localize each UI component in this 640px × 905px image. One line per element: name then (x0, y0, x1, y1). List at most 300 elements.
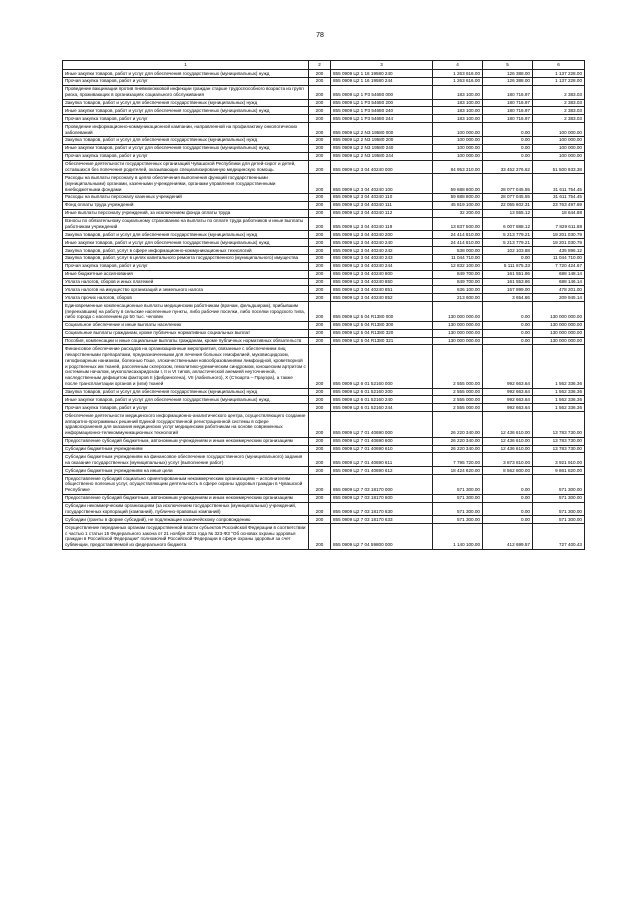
row-name: Субсидии бюджетным учреждениям на финансовое обеспечение государственного (муниципального) задания на оказание государственных (муниципальных) услуг (выполнение работ) (63, 453, 309, 467)
row-classifier: 855 0909 Ц2 3 04 40240 110 (331, 193, 433, 201)
row-name: Закупка товаров, работ, услуг в целях капитального ремонта государственного (муниципального) имущества (63, 254, 309, 262)
row-code: 200 (309, 270, 331, 278)
row-plan-amount: 538 000.00 (433, 247, 483, 255)
row-code: 200 (309, 329, 331, 337)
row-plan-amount: 2 555 000.00 (433, 404, 483, 412)
row-name: Субсидии бюджетным учреждениям (63, 445, 309, 453)
row-name: Закупка товаров, работ и услуг для обеспечения государственных (муниципальных) нужд (63, 231, 309, 239)
row-remainder-amount: 688 146.14 (533, 278, 585, 286)
row-plan-amount: 636 100.00 (433, 286, 483, 294)
row-name: Предоставление субсидий бюджетным, автономным учреждениям и иным некоммерческим организациям (63, 437, 309, 445)
row-code: 200 (309, 174, 331, 194)
row-code: 200 (309, 115, 331, 123)
row-remainder-amount: 435 896.12 (533, 247, 585, 255)
row-code: 200 (309, 337, 331, 345)
row-code: 200 (309, 247, 331, 255)
table-row (63, 123, 585, 137)
row-plan-amount: 571 300.00 (433, 494, 483, 502)
row-classifier: 855 0909 Ц2 7 03 18170 000 (331, 475, 433, 495)
row-plan-amount: 26 220 340.00 (433, 412, 483, 438)
row-name: Уплата налогов на имущество организаций и земельного налога (63, 286, 309, 294)
row-name: Закупка товаров, работ и услуг для обеспечения государственных (муниципальных) нужд (63, 136, 309, 144)
row-plan-amount: 183 100.00 (433, 115, 483, 123)
table-row (63, 262, 585, 270)
table-row (63, 516, 585, 524)
row-classifier: 855 0909 Ц2 3 04 40240 119 (331, 217, 433, 231)
row-name: Иные закупки товаров, работ и услуг для обеспечения государственных (муниципальных) нужд (63, 144, 309, 152)
row-executed-amount: 28 077 045.55 (483, 174, 533, 194)
table-row (63, 412, 585, 438)
row-classifier: 855 0909 Ц2 7 03 18170 600 (331, 494, 433, 502)
row-classifier: 855 0909 Ц2 6 01 52160 244 (331, 404, 433, 412)
row-plan-amount: 1 263 616.00 (433, 77, 483, 85)
table-row (63, 107, 585, 115)
row-remainder-amount: 1 562 336.36 (533, 388, 585, 396)
row-remainder-amount: 7 720 424.67 (533, 262, 585, 270)
row-classifier: 855 0909 Ц2 3 04 40240 100 (331, 174, 433, 194)
row-plan-amount: 32 200.00 (433, 209, 483, 217)
row-code: 200 (309, 516, 331, 524)
row-plan-amount: 849 700.00 (433, 270, 483, 278)
table-row (63, 136, 585, 144)
row-code: 200 (309, 239, 331, 247)
column-header: 5 (483, 61, 533, 70)
table-row (63, 494, 585, 502)
row-name: Расходы на выплаты персоналу казенных учреждений (63, 193, 309, 201)
row-plan-amount: 1 263 616.00 (433, 70, 483, 78)
row-plan-amount: 84 953 310.00 (433, 160, 483, 174)
row-code: 200 (309, 396, 331, 404)
row-code: 200 (309, 217, 331, 231)
row-remainder-amount: 11 044 710.00 (533, 254, 585, 262)
row-name: Уплата налогов, сборов и иных платежей (63, 278, 309, 286)
row-name: Обеспечение деятельности государственных организаций Чувашской Республики для детей-сирот и детей, оставшихся без попечения родителей, оказывающих специализированную медицинскую помощь (63, 160, 309, 174)
row-name: Предоставление субсидий бюджетным, автономным учреждениям и иным некоммерческим организациям (63, 494, 309, 502)
table-row (63, 254, 585, 262)
row-name: Предоставление субсидий социально ориентированным некоммерческим организациям – исполнителям общественно полезных услуг, осуществляющим деятельность в сфере охраны здоровья граждан в Чувашской Республике (63, 475, 309, 495)
row-plan-amount: 59 688 800.00 (433, 174, 483, 194)
table-row (63, 278, 585, 286)
row-remainder-amount: 130 000 000.00 (533, 302, 585, 322)
row-remainder-amount: 100 000.00 (533, 152, 585, 160)
row-classifier: 855 0909 Ц2 7 01 40690 610 (331, 445, 433, 453)
row-remainder-amount: 130 000 000.00 (533, 321, 585, 329)
row-classifier: 855 0909 Ц2 1 16 19580 240 (331, 70, 433, 78)
row-executed-amount: 33 452 376.62 (483, 160, 533, 174)
row-plan-amount: 571 300.00 (433, 516, 483, 524)
row-code: 200 (309, 345, 331, 388)
row-remainder-amount: 688 148.14 (533, 270, 585, 278)
row-remainder-amount: 100 000.00 (533, 123, 585, 137)
row-executed-amount: 0.00 (483, 321, 533, 329)
row-code: 200 (309, 302, 331, 322)
table-row (63, 396, 585, 404)
row-code: 200 (309, 193, 331, 201)
table-row (63, 209, 585, 217)
table-row (63, 286, 585, 294)
row-plan-amount: 130 000 000.00 (433, 302, 483, 322)
row-plan-amount: 59 688 800.00 (433, 193, 483, 201)
row-remainder-amount: 2 383.03 (533, 85, 585, 99)
row-name: Прочая закупка товаров, работ и услуг (63, 152, 309, 160)
row-name: Закупка товаров, работ, услуг в сфере информационно-коммуникационных технологий (63, 247, 309, 255)
table-row (63, 70, 585, 78)
row-name: Прочая закупка товаров, работ и услуг (63, 115, 309, 123)
row-remainder-amount: 23 763 497.69 (533, 201, 585, 209)
row-executed-amount: 12 436 610.00 (483, 445, 533, 453)
page-number: 78 (316, 32, 324, 39)
row-name: Иные закупки товаров, работ и услуг для обеспечения государственных (муниципальных) нужд (63, 70, 309, 78)
row-classifier: 855 0909 Ц2 3 04 40240 240 (331, 239, 433, 247)
row-executed-amount: 12 436 610.00 (483, 437, 533, 445)
row-classifier: 855 0909 Ц2 7 03 18170 633 (331, 516, 433, 524)
row-executed-amount: 180 716.97 (483, 107, 533, 115)
row-executed-amount: 0.00 (483, 516, 533, 524)
row-remainder-amount: 209 945.14 (533, 294, 585, 302)
row-plan-amount: 2 555 000.00 (433, 396, 483, 404)
row-executed-amount: 0.00 (483, 302, 533, 322)
row-executed-amount: 102 103.88 (483, 247, 533, 255)
row-classifier: 855 0909 Ц2 3 04 40240 851 (331, 286, 433, 294)
row-remainder-amount: 1 137 228.00 (533, 70, 585, 78)
row-remainder-amount: 13 783 730.00 (533, 445, 585, 453)
row-classifier: 855 0909 Ц2 3 04 40240 243 (331, 254, 433, 262)
row-plan-amount: 7 795 720.00 (433, 453, 483, 467)
table-row (63, 231, 585, 239)
row-classifier: 855 0909 Ц2 1 16 19580 244 (331, 77, 433, 85)
row-plan-amount: 849 700.00 (433, 278, 483, 286)
row-remainder-amount: 9 861 820.00 (533, 467, 585, 475)
row-remainder-amount: 2 383.03 (533, 99, 585, 107)
row-executed-amount: 180 716.97 (483, 99, 533, 107)
row-plan-amount: 12 832 100.00 (433, 262, 483, 270)
table-row (63, 475, 585, 495)
row-executed-amount: 161 551.86 (483, 270, 533, 278)
row-name: Пособия, компенсации и иные социальные выплаты гражданам, кроме публичных нормативных обязательств (63, 337, 309, 345)
row-code: 200 (309, 494, 331, 502)
row-classifier: 855 0909 Ц2 2 N3 19580 000 (331, 123, 433, 137)
row-classifier: 855 0909 Ц2 2 N3 19580 240 (331, 144, 433, 152)
row-name: Иные закупки товаров, работ и услуг для обеспечения государственных (муниципальных) нужд (63, 107, 309, 115)
table-row (63, 445, 585, 453)
table-row (63, 321, 585, 329)
row-classifier: 855 0909 Ц2 6 01 52160 000 (331, 345, 433, 388)
row-classifier: 855 0909 Ц2 5 04 R1380 320 (331, 329, 433, 337)
row-code: 200 (309, 286, 331, 294)
row-code: 200 (309, 152, 331, 160)
row-remainder-amount: 130 000 000.00 (533, 337, 585, 345)
row-executed-amount: 22 055 602.31 (483, 201, 533, 209)
row-executed-amount: 180 716.97 (483, 85, 533, 99)
table-row (63, 152, 585, 160)
row-plan-amount: 183 100.00 (433, 99, 483, 107)
row-code: 200 (309, 144, 331, 152)
row-name: Иные закупки товаров, работ и услуг для обеспечения государственных (муниципальных) нужд (63, 239, 309, 247)
row-plan-amount: 213 600.00 (433, 294, 483, 302)
row-code: 200 (309, 278, 331, 286)
table-row (63, 201, 585, 209)
row-name: Иные выплаты персоналу учреждений, за исключением фонда оплаты труда (63, 209, 309, 217)
row-plan-amount: 100 000.00 (433, 144, 483, 152)
row-executed-amount: 5 213 779.21 (483, 239, 533, 247)
row-executed-amount: 6 007 888.12 (483, 217, 533, 231)
row-executed-amount: 0.00 (483, 136, 533, 144)
row-code: 200 (309, 467, 331, 475)
row-executed-amount: 126 388.00 (483, 70, 533, 78)
row-name: Субсидии некоммерческим организациям (за исключением государственных (муниципальных) учреждений, государственных корпораций (компаний), публично-правовых компаний) (63, 502, 309, 516)
table-row (63, 524, 585, 550)
row-classifier: 855 0909 Ц2 7 03 18170 630 (331, 502, 433, 516)
column-header: 4 (433, 61, 483, 70)
row-classifier: 855 0909 Ц2 7 01 40690 000 (331, 412, 433, 438)
row-remainder-amount: 7 829 611.88 (533, 217, 585, 231)
row-code: 200 (309, 254, 331, 262)
row-remainder-amount: 13 783 730.00 (533, 412, 585, 438)
row-code: 200 (309, 524, 331, 550)
row-executed-amount: 5 213 779.21 (483, 231, 533, 239)
row-executed-amount: 0.00 (483, 152, 533, 160)
row-classifier: 855 0909 Ц2 3 04 40240 244 (331, 262, 433, 270)
row-executed-amount: 3 873 810.00 (483, 453, 533, 467)
row-code: 200 (309, 262, 331, 270)
table-row (63, 302, 585, 322)
row-classifier: 855 0909 Ц2 7 01 40690 612 (331, 467, 433, 475)
row-plan-amount: 183 100.00 (433, 107, 483, 115)
row-classifier: 855 0909 Ц2 1 P3 54680 200 (331, 99, 433, 107)
row-name: Взносы по обязательному социальному страхованию на выплаты по оплате труда работников и иные выплаты работникам учреждений (63, 217, 309, 231)
table-row (63, 193, 585, 201)
row-executed-amount: 0.00 (483, 329, 533, 337)
table-body (63, 70, 585, 550)
row-name: Финансовое обеспечение расходов на организационные мероприятия, связанные с обеспечением лиц лекарственными препаратами, предназначенными для лечения больных гемофилией, муковисцидозом, гипофизарным нанизмом, болезнью Гоше, злокачественными новообразованиями лимфоидной, кроветворной и родственных им тканей, рассеянным склерозом, гемолитико-уремическим синдромом, юношеским артритом с системным началом, мукополисахаридозом I, II и VI типов, апластической анемией неуточненной, наследственным дефицитом факторов II (фибриногена), VII (лабильного), X (Стюарта – Прауэра), а также после трансплантации органов и (или) тканей (63, 345, 309, 388)
row-name: Прочая закупка товаров, работ и услуг (63, 77, 309, 85)
row-code: 200 (309, 136, 331, 144)
row-executed-amount: 3 654.86 (483, 294, 533, 302)
row-code: 200 (309, 453, 331, 467)
row-classifier: 855 0909 Ц2 5 04 R1380 300 (331, 321, 433, 329)
row-classifier: 855 0909 Ц2 3 04 40240 850 (331, 278, 433, 286)
row-classifier: 855 0909 Ц2 1 P3 54680 244 (331, 115, 433, 123)
row-name: Фонд оплаты труда учреждений (63, 201, 309, 209)
row-plan-amount: 130 000 000.00 (433, 321, 483, 329)
row-executed-amount: 412 699.57 (483, 524, 533, 550)
row-code: 200 (309, 321, 331, 329)
row-classifier: 855 0909 Ц2 2 N3 19580 244 (331, 152, 433, 160)
row-classifier: 855 0909 Ц2 3 04 40240 000 (331, 160, 433, 174)
row-code: 200 (309, 107, 331, 115)
row-code: 200 (309, 502, 331, 516)
row-remainder-amount: 13 783 730.00 (533, 437, 585, 445)
row-name: Проведение вакцинации против пневмококковой инфекции граждан старше трудоспособного возраста из групп риска, проживающих в организациях социального обслуживания (63, 85, 309, 99)
row-remainder-amount: 2 383.03 (533, 107, 585, 115)
row-code: 200 (309, 475, 331, 495)
table-row (63, 144, 585, 152)
row-plan-amount: 100 000.00 (433, 136, 483, 144)
row-executed-amount: 157 899.00 (483, 286, 533, 294)
row-name: Закупка товаров, работ и услуг для обеспечения государственных (муниципальных) нужд (63, 388, 309, 396)
row-plan-amount: 26 220 340.00 (433, 445, 483, 453)
table-row (63, 453, 585, 467)
row-classifier: 855 0909 Ц2 5 04 R1380 321 (331, 337, 433, 345)
row-plan-amount: 130 000 000.00 (433, 337, 483, 345)
row-executed-amount: 992 663.64 (483, 396, 533, 404)
row-code: 200 (309, 412, 331, 438)
row-plan-amount: 18 424 620.00 (433, 467, 483, 475)
row-plan-amount: 45 819 100.00 (433, 201, 483, 209)
row-executed-amount: 13 555.12 (483, 209, 533, 217)
row-executed-amount: 992 663.64 (483, 345, 533, 388)
row-executed-amount: 28 077 045.55 (483, 193, 533, 201)
row-code: 200 (309, 404, 331, 412)
table-row (63, 99, 585, 107)
row-classifier: 855 0909 Ц2 7 01 40690 611 (331, 453, 433, 467)
row-name: Субсидии (гранты в форме субсидий), не подлежащие казначейскому сопровождению (63, 516, 309, 524)
row-remainder-amount: 571 300.00 (533, 494, 585, 502)
table-row (63, 77, 585, 85)
row-plan-amount: 24 414 810.00 (433, 231, 483, 239)
table-row (63, 115, 585, 123)
row-executed-amount: 0.00 (483, 475, 533, 495)
row-name: Обеспечение деятельности медицинского информационно-аналитического центра, осуществляющего создание аппаратно-программных решений Единой государственной регистрационной системы в сфере здравоохранения для оказания медицинских услуг медицинским работникам на основе современных информационно-телекоммуникационных технологий (63, 412, 309, 438)
row-name: Единовременные компенсационные выплаты медицинским работникам (врачам, фельдшерам), прибывшим (переехавшим) на работу в сельские населенные пункты, либо рабочие поселки, либо поселки городского типа, либо города с населением до 50 тыс. человек (63, 302, 309, 322)
row-executed-amount: 161 553.86 (483, 278, 533, 286)
row-plan-amount: 100 000.00 (433, 152, 483, 160)
row-executed-amount: 0.00 (483, 144, 533, 152)
table-row (63, 329, 585, 337)
row-code: 200 (309, 77, 331, 85)
row-code: 200 (309, 388, 331, 396)
row-name: Субсидии бюджетным учреждениям на иные цели (63, 467, 309, 475)
budget-execution-table (62, 60, 585, 550)
table-row (63, 174, 585, 194)
row-remainder-amount: 571 300.00 (533, 475, 585, 495)
row-executed-amount: 992 663.64 (483, 388, 533, 396)
row-name: Прочая закупка товаров, работ и услуг (63, 404, 309, 412)
row-code: 200 (309, 160, 331, 174)
row-code: 200 (309, 445, 331, 453)
row-classifier: 855 0909 Ц2 3 04 40240 200 (331, 231, 433, 239)
table-row (63, 502, 585, 516)
row-classifier: 855 0909 Ц2 6 01 52160 200 (331, 388, 433, 396)
row-classifier: 855 0909 Ц2 3 04 40240 112 (331, 209, 433, 217)
row-name: Прочая закупка товаров, работ и услуг (63, 262, 309, 270)
table-row (63, 388, 585, 396)
row-code: 200 (309, 123, 331, 137)
row-plan-amount: 1 140 100.00 (433, 524, 483, 550)
row-code: 200 (309, 294, 331, 302)
table-row (63, 437, 585, 445)
row-executed-amount: 0.00 (483, 123, 533, 137)
row-code: 200 (309, 437, 331, 445)
row-executed-amount: 0.00 (483, 337, 533, 345)
row-plan-amount: 24 414 810.00 (433, 239, 483, 247)
row-remainder-amount: 727 400.43 (533, 524, 585, 550)
row-plan-amount: 13 837 500.00 (433, 217, 483, 231)
row-name: Социальное обеспечение и иные выплаты населению (63, 321, 309, 329)
row-remainder-amount: 1 562 336.36 (533, 345, 585, 388)
row-classifier: 855 0909 Ц2 1 P3 54680 240 (331, 107, 433, 115)
column-header: 2 (309, 61, 331, 70)
row-name: Иные закупки товаров, работ и услуг для обеспечения государственных (муниципальных) нужд (63, 396, 309, 404)
row-remainder-amount: 51 500 933.38 (533, 160, 585, 174)
row-remainder-amount: 18 644.88 (533, 209, 585, 217)
table-row (63, 217, 585, 231)
row-plan-amount: 26 220 340.00 (433, 437, 483, 445)
row-remainder-amount: 19 201 030.79 (533, 239, 585, 247)
table-row (63, 160, 585, 174)
row-classifier: 855 0909 Ц2 2 N3 19580 200 (331, 136, 433, 144)
row-remainder-amount: 3 921 910.00 (533, 453, 585, 467)
row-executed-amount: 5 111 675.33 (483, 262, 533, 270)
row-plan-amount: 100 000.00 (433, 123, 483, 137)
row-plan-amount: 571 300.00 (433, 475, 483, 495)
row-classifier: 855 0909 Ц2 5 04 R1380 000 (331, 302, 433, 322)
row-classifier: 855 0909 Ц2 3 04 40240 852 (331, 294, 433, 302)
row-remainder-amount: 100 000.00 (533, 136, 585, 144)
row-plan-amount: 571 300.00 (433, 502, 483, 516)
row-remainder-amount: 19 201 030.79 (533, 231, 585, 239)
row-remainder-amount: 100 000.00 (533, 144, 585, 152)
table-row (63, 337, 585, 345)
row-classifier: 855 0909 Ц2 7 04 59800 000 (331, 524, 433, 550)
row-code: 200 (309, 209, 331, 217)
row-remainder-amount: 1 562 336.36 (533, 404, 585, 412)
row-remainder-amount: 31 611 754.45 (533, 193, 585, 201)
row-executed-amount: 12 436 610.00 (483, 412, 533, 438)
row-plan-amount: 2 555 000.00 (433, 388, 483, 396)
table-row (63, 294, 585, 302)
row-remainder-amount: 478 201.00 (533, 286, 585, 294)
row-name: Закупка товаров, работ и услуг для обеспечения государственных (муниципальных) нужд (63, 99, 309, 107)
row-code: 200 (309, 201, 331, 209)
row-remainder-amount: 571 300.00 (533, 502, 585, 516)
column-header: 1 (63, 61, 309, 70)
row-executed-amount: 8 562 800.00 (483, 467, 533, 475)
row-name: Проведение информационно-коммуникационной кампании, направленной на профилактику онкологических заболеваний (63, 123, 309, 137)
table-row (63, 467, 585, 475)
row-name: Осуществление переданных органам государственной власти субъектов Российской Федерации в соответствии с частью 1 статьи 15 Федерального закона от 21 ноября 2011 года № 323-ФЗ "Об основах охраны здоровья граждан в Российской Федерации" полномочий Российской Федерации в сфере охраны здоровья за счет субвенции, предоставляемой из федерального бюджета (63, 524, 309, 550)
row-name: Иные бюджетные ассигнования (63, 270, 309, 278)
row-remainder-amount: 1 562 336.36 (533, 396, 585, 404)
row-name: Уплата прочих налогов, сборов (63, 294, 309, 302)
column-number-row (63, 61, 585, 70)
table-row (63, 270, 585, 278)
row-name: Расходы на выплаты персоналу в целях обеспечения выполнения функций государственными (муниципальными) органами, казенными учреждениями, органами управления государственными внебюджетными фондами (63, 174, 309, 194)
row-plan-amount: 183 100.00 (433, 85, 483, 99)
row-remainder-amount: 130 000 000.00 (533, 329, 585, 337)
row-name: Социальные выплаты гражданам, кроме публичных нормативных социальных выплат (63, 329, 309, 337)
row-classifier: 855 0909 Ц2 7 01 40690 600 (331, 437, 433, 445)
table-row (63, 85, 585, 99)
row-executed-amount: 992 663.64 (483, 404, 533, 412)
row-executed-amount: 0.00 (483, 502, 533, 516)
row-code: 200 (309, 85, 331, 99)
row-code: 200 (309, 231, 331, 239)
table-row (63, 345, 585, 388)
row-code: 200 (309, 70, 331, 78)
row-plan-amount: 2 555 000.00 (433, 345, 483, 388)
row-classifier: 855 0909 Ц2 1 P3 54680 000 (331, 85, 433, 99)
row-executed-amount: 126 388.00 (483, 77, 533, 85)
column-header: 3 (331, 61, 433, 70)
table-row (63, 239, 585, 247)
table-row (63, 404, 585, 412)
table-row (63, 247, 585, 255)
row-executed-amount: 180 716.97 (483, 115, 533, 123)
row-remainder-amount: 1 137 228.00 (533, 77, 585, 85)
row-executed-amount: 0.00 (483, 254, 533, 262)
row-remainder-amount: 31 611 754.45 (533, 174, 585, 194)
